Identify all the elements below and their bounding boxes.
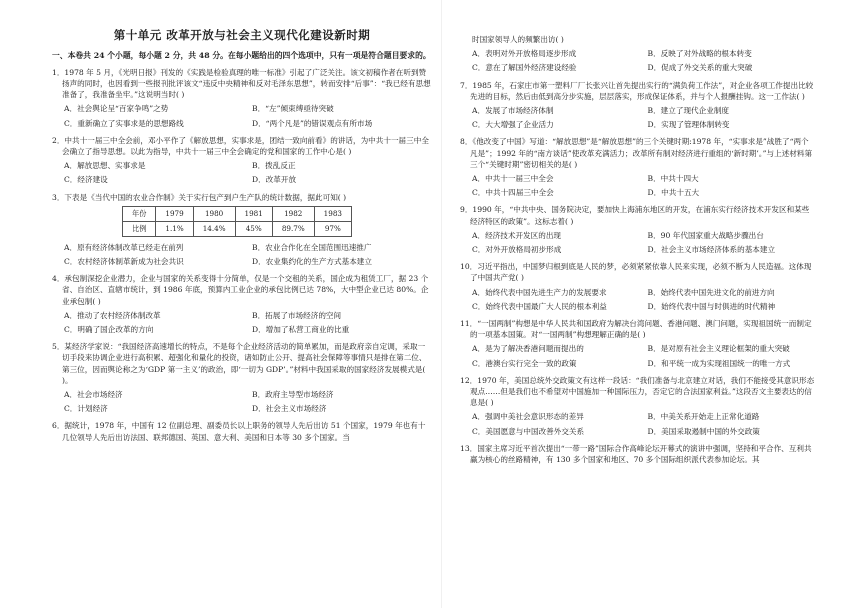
table-cell: 14.4% (193, 221, 235, 236)
question-6 (52, 420, 432, 442)
option-d: D．农业集约化的生产方式基本建立 (252, 256, 372, 266)
question-5 (52, 341, 432, 417)
table-cell: 97% (314, 221, 351, 236)
question-stem: 13．国家主席习近平首次提出“一带一路”国际合作高峰论坛开幕式的演讲中强调，坚持和平合作、互利共赢为核心的丝路精神，有 130 多个国家和地区、70 多个国际组织派代表参加论坛。其 (460, 443, 812, 465)
option-b: B．建立了现代企业制度 (647, 106, 730, 116)
option-a: A．是为了解决香港问题而提出的 (472, 344, 584, 354)
option-b: B．是对原有社会主义理论框架的重大突破 (647, 344, 790, 354)
option-b: B．反映了对外战略的根本转变 (647, 49, 752, 59)
question-stem: 8．《他改变了中国》写道：“解放思想”是“解放思想”的三个关键时期:1978 年，“实事求是”战胜了“两个凡是”；1992 年的“南方谈话”使改革充满活力；改革所有制对经济进行重组的‘新时期’。”与上述材料第三个“关键时期”密切相关的是( ) (460, 137, 813, 169)
option-c: C．农村经济体制革新成为社会共识 (64, 256, 184, 266)
section-instructions: 一、本卷共 24 个小题，每小题 2 分，共 48 分。在每小题给出的四个选项中，只有一项是符合题目要求的。 (52, 51, 431, 61)
option-b: B．拨乱反正 (252, 161, 296, 171)
question-options (64, 310, 432, 338)
option-b: B．政府主导型市场经济 (252, 389, 334, 399)
question-options (472, 173, 815, 201)
table-row (123, 206, 352, 221)
table-cell: 89.7% (272, 221, 314, 236)
question-options (472, 48, 815, 76)
question-12 (460, 375, 815, 440)
question-options (64, 103, 432, 131)
option-c: C．经济建设 (64, 175, 108, 185)
question-options (64, 242, 432, 270)
right-column (460, 0, 815, 468)
table-cell: 1980 (193, 206, 235, 221)
option-d: D．中共十五大 (647, 188, 700, 198)
question-1 (52, 67, 432, 132)
option-b: B．农业合作化在全国范围迅速推广 (252, 242, 372, 252)
question-4 (52, 273, 432, 338)
option-d: D．美国采取遏制中国的外交政策 (647, 426, 760, 436)
option-b: B．中美关系开始走上正常化道路 (647, 412, 760, 422)
option-c: C．始终代表中国最广大人民的根本利益 (472, 301, 607, 311)
question-11 (460, 318, 815, 372)
question-3 (52, 192, 432, 271)
option-c: C．美国愿意与中国改善外交关系 (472, 426, 585, 436)
table-cell: 比例 (123, 221, 156, 236)
option-d: D．始终代表中国与时俱进的时代精神 (647, 301, 776, 311)
option-c: C．对外开放格局初步形成 (472, 245, 562, 255)
table-row (123, 221, 352, 236)
option-c: C．中共十四届三中全会 (472, 188, 554, 198)
option-d: D．改革开放 (252, 175, 297, 185)
table-cell: 1981 (235, 206, 272, 221)
option-b: B．拓展了市场经济的空间 (252, 310, 342, 320)
question-13 (460, 443, 815, 465)
table-cell: 45% (235, 221, 272, 236)
option-d: D．社会主义市场经济 (252, 404, 327, 414)
question-stem: 5．某经济学家说：“我国经济高速增长的特点，不是每个企业经济活动的简单累加，而是政府亲自定调，采取一切手段来协调企业进行高积累、超强化和量化的投资，诸如防止公开、提高社会保障等事情只是排在第二位、第三位，因而舆论称之为‘GDP 第一主义’的政治，即‘一切为 GDP’。”材料中我国采取的国家经济发展模式是( )。 (52, 342, 427, 385)
option-d: D．增加了私营工商业的比重 (252, 324, 350, 334)
option-a: A．原有经济体制改革已经走在前列 (64, 242, 184, 252)
option-a: A．中共十一届三中全会 (472, 174, 554, 184)
table-cell: 1.1% (156, 221, 193, 236)
question-stem: 11．“一国两制”构想是中华人民共和国政府为解决台湾问题、香港问题、澳门问题，实现祖国统一而制定的一项基本国策。对“一国两制”构想理解正确的是( ) (460, 319, 812, 340)
option-a: A．发展了市场经济体制 (472, 106, 554, 116)
question-stem: 3．下表是《当代中国的农业合作制》关于实行包产到户生产队的统计数据，据此可知( ) (52, 192, 347, 202)
question-stem: 7．1985 年，石家庄市第一塑料厂厂长张兴让首先提出实行的“满负荷工作法”，对企业各项工作提出比较先进的目标，然后由低到高分步实施，层层落实，形成保证体系，并与个人报酬挂钩。这一工作法( ) (460, 80, 814, 101)
option-c: C．重新确立了实事求是的思想路线 (64, 118, 184, 128)
question-options (472, 105, 815, 133)
data-table (122, 206, 352, 237)
table-cell: 1979 (156, 206, 193, 221)
option-c: C．计划经济 (64, 404, 108, 414)
question-9 (460, 204, 815, 258)
option-b: B．始终代表中国先进文化的前进方向 (647, 287, 775, 297)
question-options (472, 411, 815, 439)
left-column (52, 0, 432, 446)
option-b: B．90 年代国家重大战略步骤出台 (647, 230, 764, 240)
option-a: A．表明对外开放格局逐步形成 (472, 49, 577, 59)
question-stem: 10．习近平指出，中国梦归根到底是人民的梦，必须紧紧依靠人民来实现，必须不断为人民造福。这体现了中国共产党( ) (460, 262, 812, 283)
table-cell: 1983 (314, 206, 351, 221)
option-c: C．明确了国企改革的方向 (64, 324, 154, 334)
option-a: A．强调中美社会意识形态的差异 (472, 412, 584, 422)
table-cell: 1982 (272, 206, 314, 221)
question-stem: 1．1978 年 5 月，《光明日报》刊发的《实践是检验真理的唯一标准》引起了广泛关注。该文初稿作者在听到赞扬声的同时，也因看到一些报刊批评该文“违反中央精神和反对毛泽东思想”，转而安排“后事”：“我已经有思想准备了，我准备坐牢。”这说明当时( ) (52, 67, 431, 100)
question-6-continued (460, 34, 815, 77)
question-stem: 9．1990 年，“中共中央、国务院决定，要加快上海浦东地区的开发，在浦东实行经济技术开发区和某些经济特区的政策”。这标志着( ) (460, 205, 810, 226)
option-a: A．推动了农村经济体制改革 (64, 310, 161, 320)
question-stem: 12．1970 年，美国总统外交政策文有这样一段话：“我们准备与北京建立对话，我们不能接受其意识形态观点……但是我们也不希望对中国施加一种国际压力，否定它的合法国家利益。”这段否文主要表达的信息是( ) (460, 375, 815, 408)
table-cell: 年份 (123, 206, 156, 221)
option-c: C．意在了解国外经济建设经验 (472, 63, 577, 73)
question-8 (460, 136, 815, 201)
option-d: D．促成了外交关系的重大突破 (647, 63, 753, 73)
option-d: D．和平统一成为实现祖国统一的唯一方式 (647, 358, 791, 368)
question-options (64, 389, 432, 417)
question-stem: 2．中共十一届三中全会前，邓小平作了《解放思想，实事求是，团结一致向前看》的讲话，为中共十一届三中全会确立了指导思想。以此为指导，中共十一届三中全会确定的党和国家的工作中心是( ) (52, 135, 429, 156)
question-10 (460, 261, 815, 315)
question-options (472, 230, 815, 258)
option-b: B．中共十四大 (647, 174, 699, 184)
option-a: A．社会舆论呈“百家争鸣”之势 (64, 104, 169, 114)
question-2 (52, 135, 432, 189)
option-d: D．社会主义市场经济体系的基本建立 (647, 245, 776, 255)
question-7 (460, 80, 815, 134)
question-options (64, 160, 432, 188)
question-options (472, 287, 815, 315)
question-options (472, 343, 815, 371)
column-divider (441, 0, 442, 608)
option-a: A．经济技术开发区的出现 (472, 230, 562, 240)
page-title: 第十单元 改革开放与社会主义现代化建设新时期 (113, 28, 371, 42)
option-a: A．解放思想、实事求是 (64, 161, 146, 171)
question-stem: 时国家领导人的频繁出访( ) (472, 35, 564, 44)
option-a: A．始终代表中国先进生产力的发展要求 (472, 287, 607, 297)
option-b: B．“左”倾束缚亟待突破 (252, 104, 334, 114)
question-stem: 6．据统计，1978 年，中国有 12 位副总理、副委员长以上职务的领导人先后出访 51 个国家，1979 年也有十几位领导人先后出访法国、联邦德国、英国、意大利、美国和日本等 30 多个国家。当 (52, 421, 426, 442)
option-c: C．港澳台实行完全一致的政策 (472, 358, 577, 368)
option-d: D．“两个凡是”的错误观点有所市场 (252, 118, 373, 128)
option-c: C．大大增强了企业活力 (472, 120, 554, 130)
option-a: A．社会市场经济 (64, 389, 123, 399)
option-d: D．实现了管理体制转变 (647, 120, 730, 130)
question-stem: 4．承包制深挖企业潜力，企业与国家的关系变得十分简单，仅是一个交租的关系，国企成为租赁工厂，据 23 个省、自治区、直辖市统计，到 1986 年底，预算内工业企业的承包比例已达 78%，大中型企业已达 80%。企业承包制( ) (52, 274, 429, 306)
